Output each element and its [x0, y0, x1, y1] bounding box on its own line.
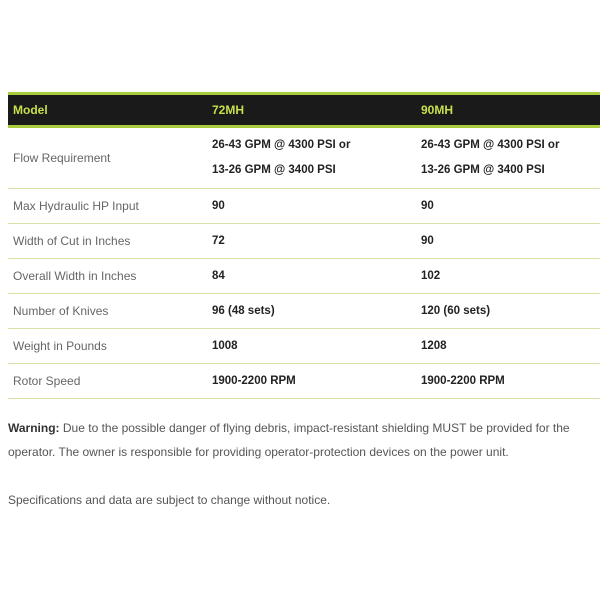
cell-line: 26-43 GPM @ 4300 PSI or: [212, 139, 351, 151]
cell-value: 96 (48 sets): [207, 294, 416, 329]
cell-value: 90: [416, 224, 600, 259]
table-row: [8, 364, 600, 399]
cell-value: 102: [416, 259, 600, 294]
cell-line: 26-43 GPM @ 4300 PSI or: [421, 139, 560, 151]
warning-text: Due to the possible danger of flying debris, impact-resistant shielding MUST be provided for the operator. The owner is responsible for providing operator-protection devices on the power unit.: [8, 421, 570, 459]
row-label: Width of Cut in Inches: [8, 224, 207, 259]
cell-line: 13-26 GPM @ 3400 PSI: [212, 164, 336, 176]
warning-label: Warning:: [8, 421, 60, 435]
table-row: [8, 329, 600, 364]
row-label: Flow Requirement: [8, 127, 207, 189]
row-label: Number of Knives: [8, 294, 207, 329]
row-label: Rotor Speed: [8, 364, 207, 399]
change-notice: Specifications and data are subject to change without notice.: [8, 493, 331, 507]
cell-value: 1900-2200 RPM: [416, 364, 600, 399]
table-row: [8, 127, 600, 189]
cell-value: 1208: [416, 329, 600, 364]
row-label: Max Hydraulic HP Input: [8, 189, 207, 224]
cell-value: 90: [416, 189, 600, 224]
spec-table: [8, 92, 600, 399]
cell-value: [416, 127, 600, 189]
cell-line: 13-26 GPM @ 3400 PSI: [421, 164, 545, 176]
row-label: Overall Width in Inches: [8, 259, 207, 294]
cell-value: [207, 127, 416, 189]
cell-value: 72: [207, 224, 416, 259]
row-label: Weight in Pounds: [8, 329, 207, 364]
header-model: Model: [13, 103, 48, 117]
table-row: [8, 259, 600, 294]
table-row: [8, 224, 600, 259]
table-row: [8, 294, 600, 329]
table-header-row: [8, 94, 600, 127]
cell-value: 120 (60 sets): [416, 294, 600, 329]
table-row: [8, 189, 600, 224]
cell-value: 84: [207, 259, 416, 294]
header-72mh: 72MH: [212, 103, 245, 117]
cell-value: 1008: [207, 329, 416, 364]
header-90mh: 90MH: [421, 103, 454, 117]
cell-value: 1900-2200 RPM: [207, 364, 416, 399]
warning-paragraph: [8, 416, 600, 464]
cell-value: 90: [207, 189, 416, 224]
